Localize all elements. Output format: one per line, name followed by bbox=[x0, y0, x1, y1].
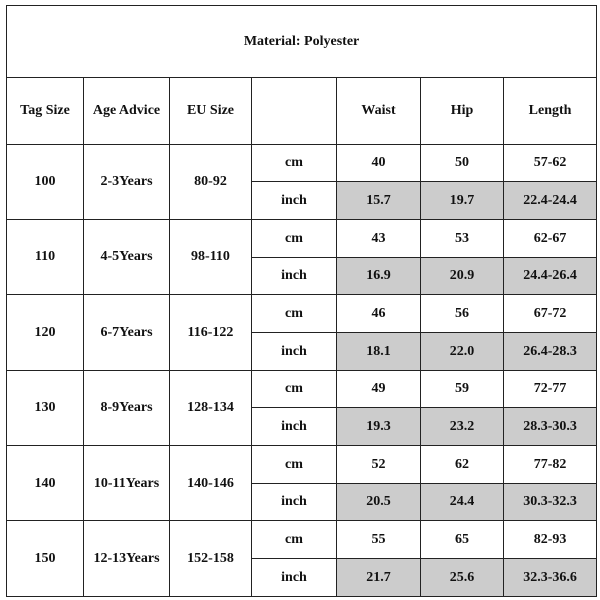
eu-size-cell: 80-92 bbox=[170, 144, 252, 219]
tag-size-cell: 150 bbox=[7, 521, 84, 597]
eu-size-cell: 152-158 bbox=[170, 521, 252, 597]
unit-inch-cell: inch bbox=[252, 559, 337, 597]
hip-inch-cell: 25.6 bbox=[421, 559, 504, 597]
length-cm-cell: 67-72 bbox=[504, 295, 597, 333]
waist-cm-cell: 43 bbox=[337, 219, 421, 257]
hip-cm-cell: 56 bbox=[421, 295, 504, 333]
unit-inch-cell: inch bbox=[252, 483, 337, 521]
unit-cm-cell: cm bbox=[252, 370, 337, 408]
size-chart bbox=[6, 5, 596, 597]
tag-size-cell: 140 bbox=[7, 446, 84, 521]
waist-cm-cell: 46 bbox=[337, 295, 421, 333]
unit-inch-cell: inch bbox=[252, 333, 337, 371]
unit-cm-cell: cm bbox=[252, 446, 337, 484]
tag-size-cell: 100 bbox=[7, 144, 84, 219]
age-advice-cell: 8-9Years bbox=[84, 370, 170, 445]
header-unit bbox=[252, 78, 337, 144]
length-inch-cell: 24.4-26.4 bbox=[504, 257, 597, 295]
hip-inch-cell: 23.2 bbox=[421, 408, 504, 446]
hip-inch-cell: 20.9 bbox=[421, 257, 504, 295]
waist-inch-cell: 15.7 bbox=[337, 182, 421, 220]
hip-inch-cell: 19.7 bbox=[421, 182, 504, 220]
unit-inch-cell: inch bbox=[252, 257, 337, 295]
eu-size-cell: 116-122 bbox=[170, 295, 252, 370]
table-row bbox=[7, 370, 597, 408]
age-advice-cell: 6-7Years bbox=[84, 295, 170, 370]
length-cm-cell: 82-93 bbox=[504, 521, 597, 559]
hip-cm-cell: 50 bbox=[421, 144, 504, 182]
table-title: Material: Polyester bbox=[7, 6, 597, 78]
waist-inch-cell: 21.7 bbox=[337, 559, 421, 597]
table-row bbox=[7, 521, 597, 559]
hip-inch-cell: 24.4 bbox=[421, 483, 504, 521]
header-age-advice: Age Advice bbox=[84, 78, 170, 144]
waist-cm-cell: 40 bbox=[337, 144, 421, 182]
table-row bbox=[7, 446, 597, 484]
hip-cm-cell: 53 bbox=[421, 219, 504, 257]
hip-cm-cell: 65 bbox=[421, 521, 504, 559]
table-row bbox=[7, 219, 597, 257]
unit-cm-cell: cm bbox=[252, 295, 337, 333]
waist-cm-cell: 49 bbox=[337, 370, 421, 408]
waist-inch-cell: 16.9 bbox=[337, 257, 421, 295]
hip-cm-cell: 59 bbox=[421, 370, 504, 408]
length-cm-cell: 57-62 bbox=[504, 144, 597, 182]
age-advice-cell: 4-5Years bbox=[84, 219, 170, 294]
header-tag-size: Tag Size bbox=[7, 78, 84, 144]
eu-size-cell: 128-134 bbox=[170, 370, 252, 445]
header-row bbox=[7, 78, 597, 144]
waist-inch-cell: 18.1 bbox=[337, 333, 421, 371]
header-eu-size: EU Size bbox=[170, 78, 252, 144]
header-length: Length bbox=[504, 78, 597, 144]
age-advice-cell: 10-11Years bbox=[84, 446, 170, 521]
unit-inch-cell: inch bbox=[252, 182, 337, 220]
length-inch-cell: 28.3-30.3 bbox=[504, 408, 597, 446]
waist-inch-cell: 19.3 bbox=[337, 408, 421, 446]
table-row bbox=[7, 295, 597, 333]
table-row bbox=[7, 144, 597, 182]
header-waist: Waist bbox=[337, 78, 421, 144]
length-inch-cell: 22.4-24.4 bbox=[504, 182, 597, 220]
unit-inch-cell: inch bbox=[252, 408, 337, 446]
waist-inch-cell: 20.5 bbox=[337, 483, 421, 521]
eu-size-cell: 98-110 bbox=[170, 219, 252, 294]
age-advice-cell: 2-3Years bbox=[84, 144, 170, 219]
length-inch-cell: 30.3-32.3 bbox=[504, 483, 597, 521]
length-inch-cell: 26.4-28.3 bbox=[504, 333, 597, 371]
hip-cm-cell: 62 bbox=[421, 446, 504, 484]
unit-cm-cell: cm bbox=[252, 144, 337, 182]
hip-inch-cell: 22.0 bbox=[421, 333, 504, 371]
tag-size-cell: 110 bbox=[7, 219, 84, 294]
length-inch-cell: 32.3-36.6 bbox=[504, 559, 597, 597]
eu-size-cell: 140-146 bbox=[170, 446, 252, 521]
length-cm-cell: 77-82 bbox=[504, 446, 597, 484]
waist-cm-cell: 55 bbox=[337, 521, 421, 559]
tag-size-cell: 120 bbox=[7, 295, 84, 370]
waist-cm-cell: 52 bbox=[337, 446, 421, 484]
age-advice-cell: 12-13Years bbox=[84, 521, 170, 597]
unit-cm-cell: cm bbox=[252, 219, 337, 257]
tag-size-cell: 130 bbox=[7, 370, 84, 445]
length-cm-cell: 72-77 bbox=[504, 370, 597, 408]
size-table bbox=[6, 5, 597, 597]
length-cm-cell: 62-67 bbox=[504, 219, 597, 257]
header-hip: Hip bbox=[421, 78, 504, 144]
unit-cm-cell: cm bbox=[252, 521, 337, 559]
